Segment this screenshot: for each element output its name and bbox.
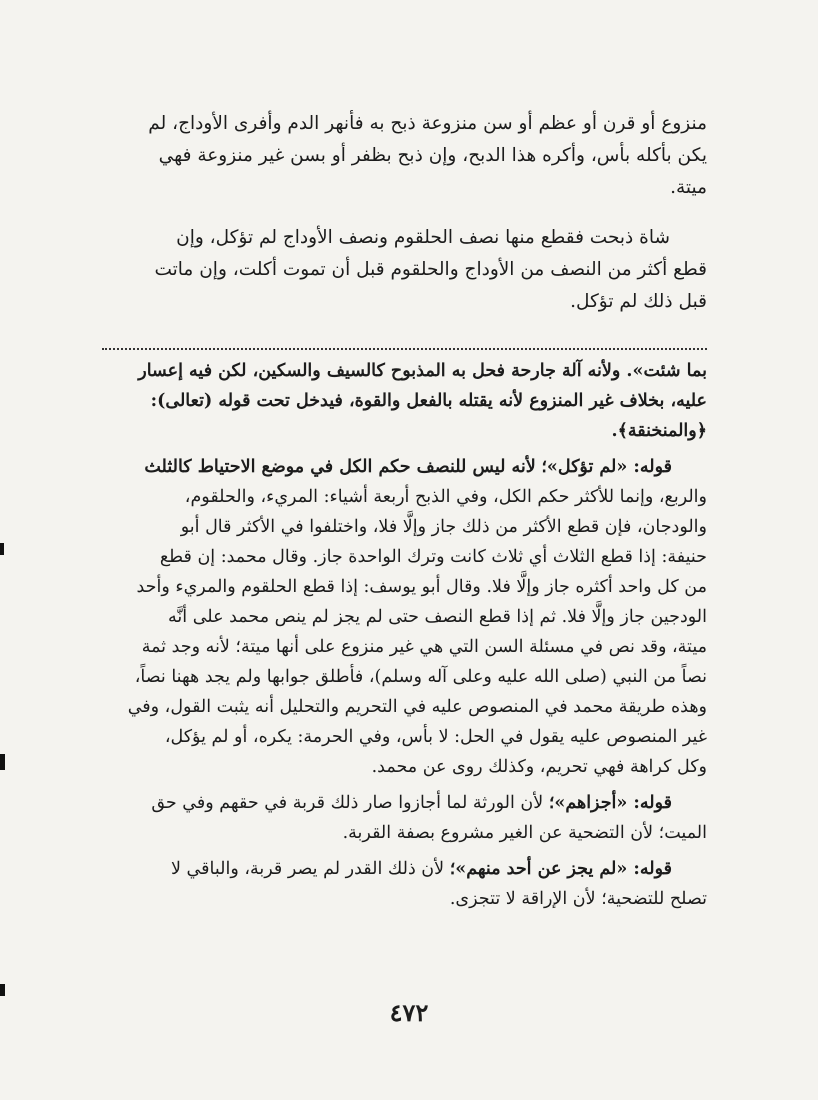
text-line: بما شئت». ولأنه آلة جارحة فحل به المذبوح كالسيف والسكين، لكن فيه إعسار <box>138 361 707 381</box>
scan-mark <box>0 984 5 996</box>
text-line: الودجين جاز وإلَّا فلا. ثم إذا قطع النصف حتى لم يجز لم ينص محمد على أنَّه <box>168 607 707 627</box>
text-line: حنيفة: إذا قطع الثلاث أي ثلاث كانت وترك الواحدة جاز. وقال محمد: إن قطع <box>159 547 707 567</box>
text-line: قطع أكثر من النصف من الأوداج والحلقوم قبل أن تموت أكلت، وإن ماتت <box>154 259 707 280</box>
text-line: غير المنصوص عليه يقول في الحل: لا بأس، وفي الحرمة: يكره، أو لم يؤكل، <box>164 727 707 747</box>
main-text-paragraph <box>102 222 707 318</box>
commentary-paragraph <box>102 452 707 782</box>
text-line: وكل كراهة فهي تحريم، وكذلك روى عن محمد. <box>371 757 707 777</box>
text-line: لأن ذلك القدر لم يصر قربة، والباقي لا <box>171 859 445 879</box>
text-line: وهذه طريقة محمد في المنصوص عليه في التحريم والتحليل أنه يثبت القول، وفي <box>127 697 707 717</box>
text-line: يكن بأكله بأس، وأكره هذا الدبح، وإن ذبح بظفر أو بسن غير منزوعة فهي <box>158 145 707 166</box>
text-line: ميتة، وقد نص في مسئلة السن التي هي غير منزوع على أنها ميتة؛ لأنه وجد ثمة <box>141 637 707 657</box>
text-line: والربع، وإنما للأكثر حكم الكل، وفي الذبح أربعة أشياء: المريء، والحلقوم، <box>184 487 707 507</box>
main-text-paragraph <box>102 108 707 204</box>
text-line: لأنه ليس للنصف حكم الكل في موضع الاحتياط كالثلث <box>144 457 536 477</box>
commentary-lead: قوله: «أجزاهم»؛ <box>548 793 672 813</box>
text-line: شاة ذبحت فقطع منها نصف الحلقوم ونصف الأوداج لم تؤكل، وإن <box>176 227 670 248</box>
scan-mark <box>0 543 4 555</box>
commentary-lead: قوله: «لم تؤكل»؛ <box>541 457 672 477</box>
text-line: نصاً من النبي (صلى الله عليه وعلى آله وسلم)، فأطلق جوابها ولم يجد ههنا نصاً، <box>134 667 707 687</box>
text-line: من كل واحد أكثره جاز وإلَّا فلا. وقال أبو يوسف: إذا قطع الحلقوم والمريء وأحد <box>136 577 707 597</box>
scan-mark <box>0 754 5 770</box>
text-line: منزوع أو قرن أو عظم أو سن منزوعة ذبح به فأنهر الدم وأفرى الأوداج، لم <box>148 113 707 134</box>
text-line: تصلح للتضحية؛ لأن الإراقة لا تتجزى. <box>449 889 707 909</box>
text-line: لأن الورثة لما أجازوا صار ذلك قربة في حقهم وفي حق <box>151 793 544 813</box>
text-line: عليه، بخلاف غير المنزوع لأنه يقتله بالفعل والقوة، فيدخل تحت قوله (تعالى): <box>150 391 707 411</box>
page-number: ٤٧٢ <box>389 998 429 1027</box>
text-line: قبل ذلك لم تؤكل. <box>570 291 707 312</box>
dotted-divider <box>102 348 707 350</box>
text-line: ﴿والمنخنقة﴾. <box>611 421 707 441</box>
commentary-lead: قوله: «لم يجز عن أحد منهم»؛ <box>449 859 672 879</box>
text-line: والودجان، فإن قطع الأكثر من ذلك جاز وإلَّا فلا، واختلفوا في الأكثر قال أبو <box>180 517 707 537</box>
text-line: الميت؛ لأن التضحية عن الغير مشروع بصفة القربة. <box>342 823 707 843</box>
commentary-paragraph <box>102 788 707 848</box>
text-line: ميتة. <box>670 177 707 198</box>
book-page <box>102 108 707 914</box>
commentary-paragraph <box>102 356 707 446</box>
commentary-paragraph <box>102 854 707 914</box>
